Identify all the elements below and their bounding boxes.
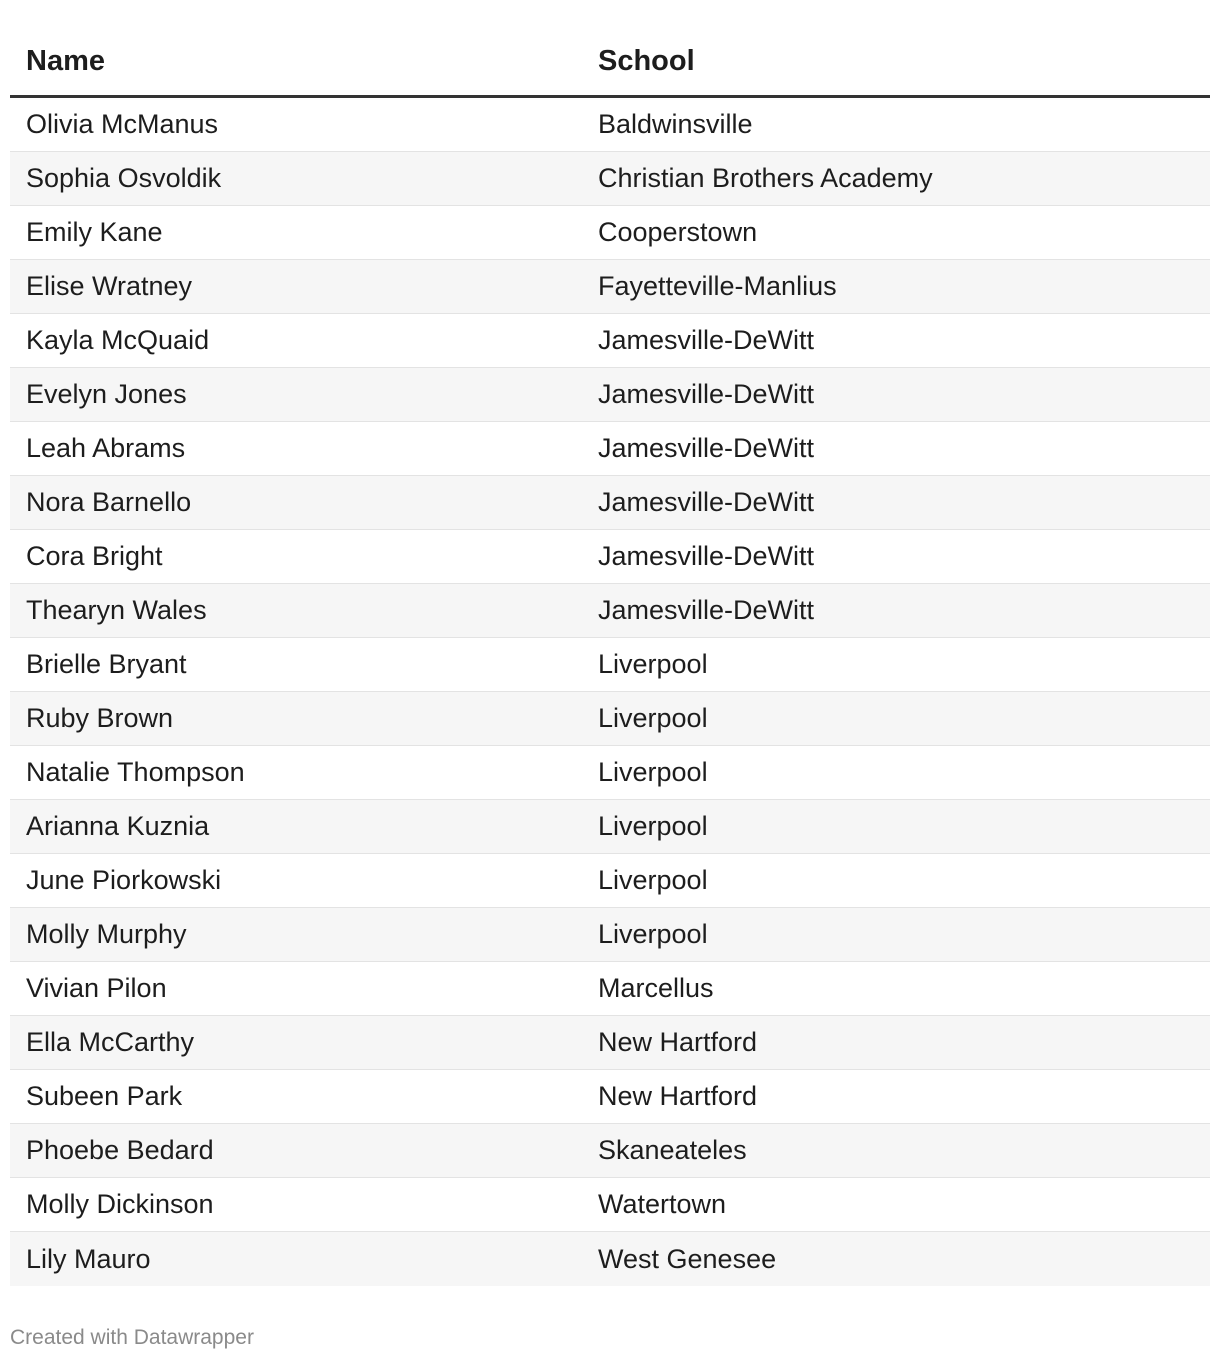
cell-name: Molly Murphy — [26, 919, 187, 949]
cell-school: Watertown — [598, 1189, 727, 1219]
cell-name: Sophia Osvoldik — [26, 163, 222, 193]
table-row — [10, 638, 1210, 692]
datawrapper-credit[interactable]: Created with Datawrapper — [10, 1326, 254, 1349]
table-row — [10, 1232, 1210, 1286]
table-row — [10, 98, 1210, 152]
cell-school: Liverpool — [598, 649, 708, 679]
cell-name: Olivia McManus — [26, 109, 219, 139]
table-header — [10, 28, 1210, 98]
cell-name: Thearyn Wales — [26, 595, 207, 625]
table-row — [10, 314, 1210, 368]
table-row — [10, 422, 1210, 476]
cell-school: Liverpool — [598, 919, 708, 949]
data-table — [10, 0, 1210, 1286]
cell-school: Jamesville-DeWitt — [598, 325, 815, 355]
cell-name: Vivian Pilon — [26, 973, 167, 1003]
table-body — [10, 98, 1210, 1286]
table-row — [10, 368, 1210, 422]
cell-school: Jamesville-DeWitt — [598, 379, 815, 409]
cell-name: Subeen Park — [26, 1081, 183, 1111]
column-header-name[interactable]: Name — [26, 45, 105, 77]
cell-name: Leah Abrams — [26, 433, 186, 463]
cell-school: Liverpool — [598, 811, 708, 841]
table-row — [10, 1016, 1210, 1070]
table-row — [10, 854, 1210, 908]
cell-school: Jamesville-DeWitt — [598, 487, 815, 517]
cell-school: Liverpool — [598, 865, 708, 895]
cell-school: Baldwinsville — [598, 109, 753, 139]
table-row — [10, 692, 1210, 746]
table-row — [10, 962, 1210, 1016]
cell-name: Cora Bright — [26, 541, 163, 571]
table-row — [10, 908, 1210, 962]
table-row — [10, 1070, 1210, 1124]
cell-name: Arianna Kuznia — [26, 811, 210, 841]
cell-name: Brielle Bryant — [26, 649, 187, 679]
cell-name: Evelyn Jones — [26, 379, 187, 409]
cell-school: New Hartford — [598, 1027, 758, 1057]
table-row — [10, 476, 1210, 530]
cell-school: Jamesville-DeWitt — [598, 541, 815, 571]
cell-school: Liverpool — [598, 703, 708, 733]
cell-name: Emily Kane — [26, 217, 163, 247]
cell-school: Cooperstown — [598, 217, 758, 247]
cell-name: Nora Barnello — [26, 487, 192, 517]
column-header-school[interactable]: School — [598, 45, 695, 77]
table-row — [10, 1124, 1210, 1178]
cell-name: Kayla McQuaid — [26, 325, 210, 355]
cell-name: June Piorkowski — [26, 865, 222, 895]
cell-school: Jamesville-DeWitt — [598, 433, 815, 463]
cell-name: Lily Mauro — [26, 1243, 151, 1274]
cell-name: Ella McCarthy — [26, 1027, 195, 1057]
cell-school: Fayetteville-Manlius — [598, 271, 837, 301]
cell-school: Marcellus — [598, 973, 714, 1003]
table-row — [10, 152, 1210, 206]
cell-school: Christian Brothers Academy — [598, 163, 933, 193]
cell-name: Ruby Brown — [26, 703, 174, 733]
table-row — [10, 584, 1210, 638]
cell-name: Molly Dickinson — [26, 1189, 214, 1219]
cell-school: Jamesville-DeWitt — [598, 595, 815, 625]
table-row — [10, 800, 1210, 854]
cell-school: Skaneateles — [598, 1135, 747, 1165]
table-row — [10, 530, 1210, 584]
table-row — [10, 260, 1210, 314]
table-row — [10, 746, 1210, 800]
table-row — [10, 1178, 1210, 1232]
cell-school: Liverpool — [598, 757, 708, 787]
table-row — [10, 206, 1210, 260]
cell-name: Elise Wratney — [26, 271, 193, 301]
cell-school: West Genesee — [598, 1243, 777, 1274]
cell-school: New Hartford — [598, 1081, 758, 1111]
cell-name: Natalie Thompson — [26, 757, 245, 787]
cell-name: Phoebe Bedard — [26, 1135, 214, 1165]
